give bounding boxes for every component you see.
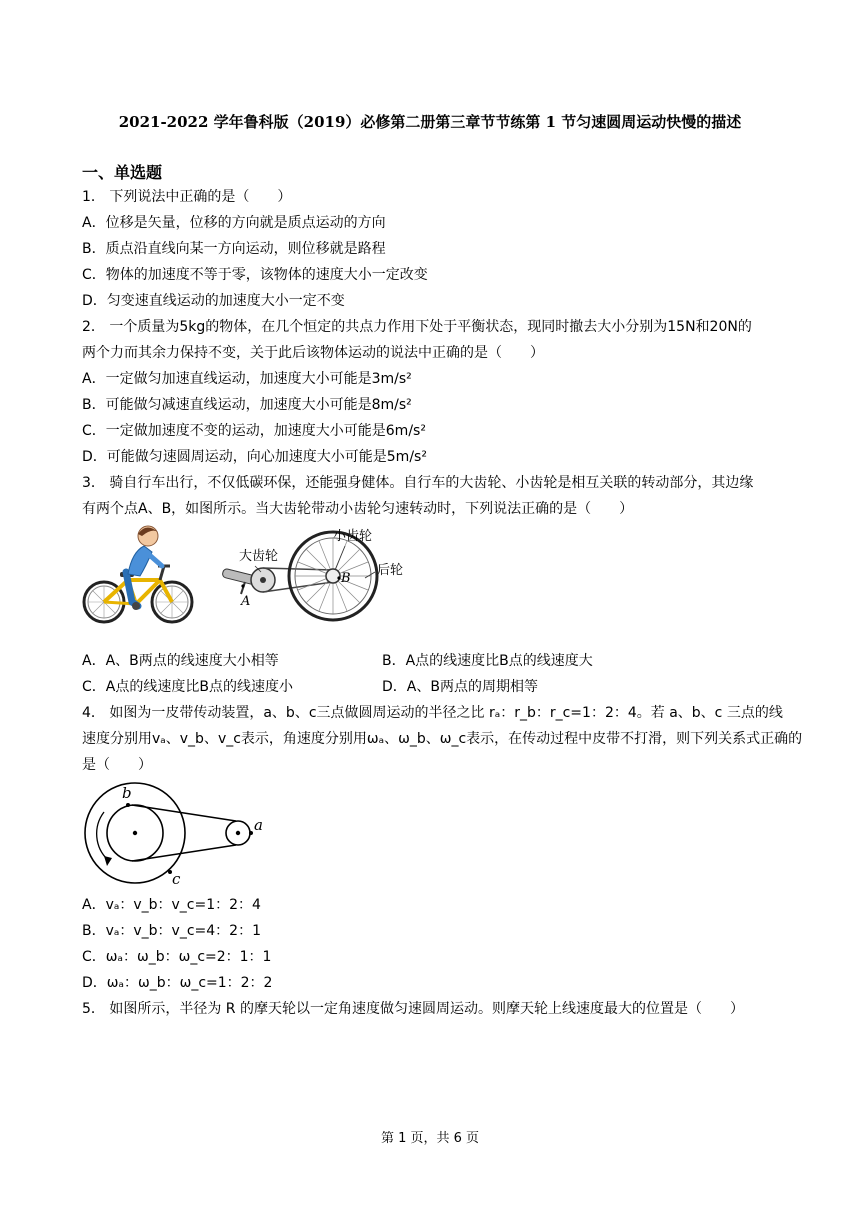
label-big-gear: 大齿轮 — [239, 549, 279, 564]
q4-option-d: D．ωₐ：ω_b：ω_c=1：2：2 — [82, 975, 273, 991]
label-b: b — [122, 784, 132, 802]
q4-option-b: B．vₐ：v_b：v_c=4：2：1 — [82, 923, 261, 939]
q3-stem-line1: 3． 骑自行车出行，不仅低碳环保，还能强身健体。自行车的大齿轮、小齿轮是相互关联的转动部分，其边缘 — [82, 475, 754, 491]
q1-stem: 1． 下列说法中正确的是（ ） — [82, 189, 292, 205]
q1-option-d: D．匀变速直线运动的加速度大小一定不变 — [82, 293, 345, 309]
q3-option-c: C．A点的线速度比B点的线速度小 — [82, 679, 293, 695]
section-heading: 一、单选题 — [82, 163, 163, 182]
label-a: a — [254, 816, 263, 834]
q4-stem-line1: 4． 如图为一皮带传动装置，a、b、c三点做圆周运动的半径之比 rₐ：r_b：r_c=1：2：4。若 a、b、c 三点的线 — [82, 705, 783, 721]
q3-option-b: B．A点的线速度比B点的线速度大 — [382, 653, 593, 669]
label-point-a: A — [241, 594, 251, 609]
page-title: 2021-2022 学年鲁科版（2019）必修第二册第三章节节练第 1 节匀速圆周运动快慢的描述 — [118, 113, 742, 131]
q2-option-a: A．一定做匀加速直线运动，加速度大小可能是3m/s² — [82, 371, 412, 387]
q2-option-b: B．可能做匀减速直线运动，加速度大小可能是8m/s² — [82, 397, 412, 413]
label-small-gear: 小齿轮 — [333, 529, 373, 544]
q1-option-c: C．物体的加速度不等于零，该物体的速度大小一定改变 — [82, 267, 428, 283]
q2-option-c: C．一定做加速度不变的运动，加速度大小可能是6m/s² — [82, 423, 426, 439]
q3-option-d: D．A、B两点的周期相等 — [382, 679, 538, 695]
label-rear-wheel: 后轮 — [377, 563, 404, 578]
q1-option-a: A．位移是矢量，位移的方向就是质点运动的方向 — [82, 215, 386, 231]
label-c: c — [172, 870, 181, 888]
q4-option-a: A．vₐ：v_b：v_c=1：2：4 — [82, 897, 261, 913]
q5-stem: 5． 如图所示，半径为 R 的摩天轮以一定角速度做匀速圆周运动。则摩天轮上线速度最大的位置是（ ） — [82, 1001, 744, 1017]
q3-option-a: A．A、B两点的线速度大小相等 — [82, 653, 279, 669]
q4-option-c: C．ωₐ：ω_b：ω_c=2：1：1 — [82, 949, 272, 965]
cyclist-figure — [80, 522, 196, 628]
q2-stem-line1: 2． 一个质量为5kg的物体，在几个恒定的共点力作用下处于平衡状态，现同时撤去大小分别为15N和20N的 — [82, 319, 752, 335]
q3-stem-line2: 有两个点A、B，如图所示。当大齿轮带动小齿轮匀速转动时，下列说法正确的是（ ） — [82, 501, 634, 517]
page-footer: 第 1 页，共 6 页 — [380, 1131, 480, 1146]
q4-stem-line3: 是（ ） — [82, 757, 152, 773]
q4-stem-line2: 速度分别用vₐ、v_b、v_c表示，角速度分别用ωₐ、ω_b、ω_c表示，在传动过程中皮带不打滑，则下列关系式正确的 — [82, 731, 803, 747]
q1-option-b: B．质点沿直线向某一方向运动，则位移就是路程 — [82, 241, 386, 257]
q2-option-d: D．可能做匀速圆周运动，向心加速度大小可能是5m/s² — [82, 449, 427, 465]
label-point-b: B — [341, 571, 351, 586]
q2-stem-line2: 两个力而其余力保持不变，关于此后该物体运动的说法中正确的是（ ） — [82, 345, 544, 361]
gear-diagram — [215, 522, 415, 632]
belt-drive-diagram — [80, 780, 270, 890]
